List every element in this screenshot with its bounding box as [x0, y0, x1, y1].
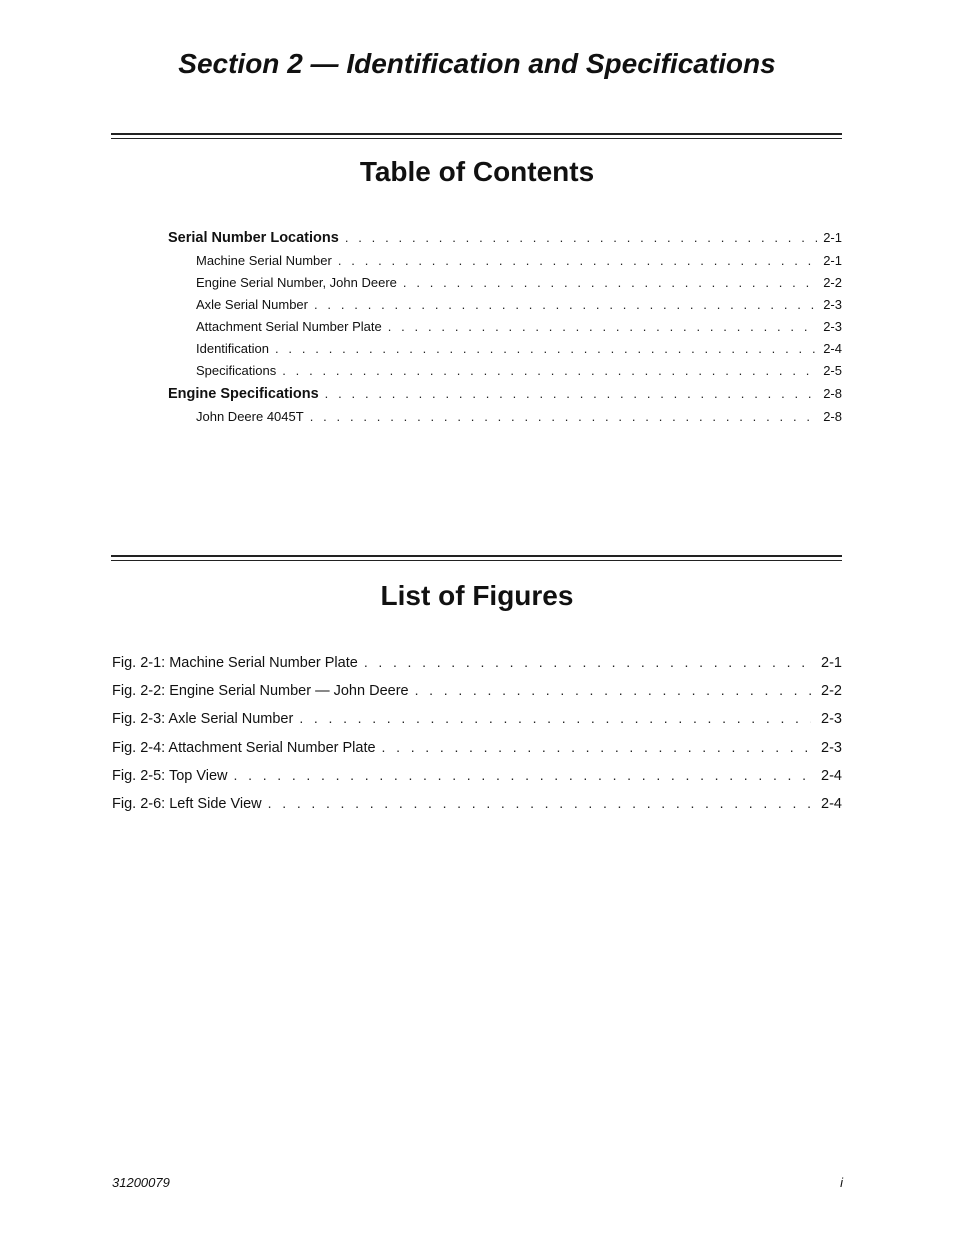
- toc-entry-page: 2-8: [823, 409, 842, 424]
- dot-leader: [310, 406, 818, 428]
- toc-entry-page: 2-1: [823, 253, 842, 268]
- toc-entry-page: 2-3: [823, 319, 842, 334]
- lof-entry-page: 2-4: [821, 795, 842, 812]
- toc-entry-page: 2-1: [823, 230, 842, 245]
- dot-leader: [314, 294, 817, 316]
- lof-entry[interactable]: [112, 790, 842, 818]
- toc-entry-label: Axle Serial Number: [196, 297, 308, 312]
- footer-doc-number: 31200079: [112, 1175, 170, 1190]
- dot-leader: [282, 360, 817, 382]
- toc-entry[interactable]: [168, 250, 842, 272]
- toc-entry[interactable]: [168, 316, 842, 338]
- dot-leader: [275, 338, 817, 360]
- toc-entry[interactable]: [168, 226, 842, 250]
- lof-entry-page: 2-2: [821, 683, 842, 700]
- lof-entry-label: Fig. 2-4: Attachment Serial Number Plate: [112, 739, 376, 756]
- dot-leader: [338, 250, 817, 272]
- toc-entry-label: Attachment Serial Number Plate: [196, 319, 382, 334]
- dot-leader: [325, 382, 818, 406]
- toc-entry-label: Engine Specifications: [168, 386, 319, 402]
- lof-entry-label: Fig. 2-2: Engine Serial Number — John Deere: [112, 683, 409, 700]
- toc-entry[interactable]: [168, 294, 842, 316]
- toc-entry-label: John Deere 4045T: [196, 409, 304, 424]
- toc-heading: Table of Contents: [359, 156, 595, 187]
- toc-entry-page: 2-4: [823, 341, 842, 356]
- lof-heading: List of Figures: [380, 580, 574, 611]
- dot-leader: [382, 734, 811, 760]
- lof-entry[interactable]: [112, 677, 842, 705]
- dot-leader: [364, 649, 811, 675]
- toc-entry-page: 2-5: [823, 363, 842, 378]
- toc-entry-label: Specifications: [196, 363, 277, 378]
- lof-entry[interactable]: [112, 649, 842, 677]
- lof-entry[interactable]: [112, 705, 842, 733]
- footer-page-number: i: [840, 1175, 843, 1190]
- toc-entry-label: Identification: [196, 341, 269, 356]
- toc-entry[interactable]: [168, 338, 842, 360]
- dot-leader: [415, 677, 811, 703]
- dot-leader: [234, 762, 812, 788]
- toc-entry-page: 2-3: [823, 297, 842, 312]
- toc-entry-label: Machine Serial Number: [196, 253, 332, 268]
- toc-list: [168, 226, 842, 428]
- toc-entry-page: 2-8: [823, 386, 842, 401]
- lof-entry-label: Fig. 2-1: Machine Serial Number Plate: [112, 655, 358, 671]
- lof-entry-page: 2-4: [821, 767, 842, 784]
- toc-entry-label: Engine Serial Number, John Deere: [196, 275, 397, 290]
- toc-entry[interactable]: [168, 360, 842, 382]
- lof-entry-label: Fig. 2-6: Left Side View: [112, 795, 262, 812]
- toc-entry[interactable]: [168, 382, 842, 406]
- section-title: Section 2 — Identification and Specifications: [178, 48, 776, 79]
- lof-entry[interactable]: [112, 762, 842, 790]
- lof-entry[interactable]: [112, 734, 842, 762]
- lof-entry-page: 2-1: [821, 655, 842, 671]
- dot-leader: [403, 272, 817, 294]
- toc-entry-label: Serial Number Locations: [168, 230, 339, 246]
- toc-divider: [111, 133, 842, 139]
- lof-entry-page: 2-3: [821, 739, 842, 756]
- dot-leader: [388, 316, 818, 338]
- lof-entry-label: Fig. 2-5: Top View: [112, 767, 228, 784]
- toc-entry-page: 2-2: [823, 275, 842, 290]
- lof-list: [112, 649, 842, 818]
- lof-divider: [111, 555, 842, 561]
- toc-entry[interactable]: [168, 406, 842, 428]
- dot-leader: [345, 226, 817, 250]
- toc-entry[interactable]: [168, 272, 842, 294]
- lof-entry-label: Fig. 2-3: Axle Serial Number: [112, 711, 294, 728]
- lof-entry-page: 2-3: [821, 711, 842, 728]
- dot-leader: [299, 705, 811, 731]
- dot-leader: [268, 790, 811, 816]
